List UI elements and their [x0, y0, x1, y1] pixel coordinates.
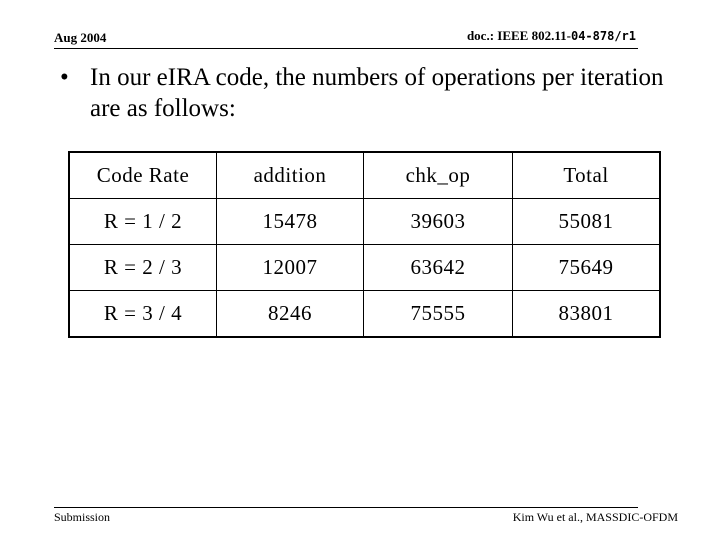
header-divider: [54, 48, 638, 49]
table-row: [69, 199, 660, 245]
header-date: Aug 2004: [54, 30, 107, 45]
cell-chk-op: 75555: [364, 291, 513, 338]
cell-code-rate: R = 1 / 2: [69, 199, 217, 245]
column-header-code-rate: Code Rate: [69, 152, 217, 199]
cell-total: 55081: [513, 199, 661, 245]
column-header-total: Total: [513, 152, 661, 199]
header-doc-number: 04-878/r1: [570, 29, 636, 43]
cell-addition: 12007: [217, 245, 364, 291]
bullet-text: In our eIRA code, the numbers of operations per iteration are as follows:: [90, 64, 664, 122]
header-doc-id: [467, 28, 636, 44]
cell-addition: 8246: [217, 291, 364, 338]
column-header-addition: addition: [217, 152, 364, 199]
cell-addition: 15478: [217, 199, 364, 245]
operations-table: [68, 151, 661, 338]
table-header-row: [69, 152, 660, 199]
cell-total: 75649: [513, 245, 661, 291]
column-header-chk-op: chk_op: [364, 152, 513, 199]
footer-submission: Submission: [54, 510, 111, 524]
cell-code-rate: R = 2 / 3: [69, 245, 217, 291]
cell-total: 83801: [513, 291, 661, 338]
footer-divider: [54, 507, 638, 508]
footer-authors: Kim Wu et al., MASSDIC-OFDM: [512, 510, 678, 524]
cell-chk-op: 63642: [364, 245, 513, 291]
table-row: [69, 245, 660, 291]
cell-chk-op: 39603: [364, 199, 513, 245]
cell-code-rate: R = 3 / 4: [69, 291, 217, 338]
bullet-dot: •: [60, 64, 69, 91]
header-doc-prefix: doc.: IEEE 802.11-: [466, 28, 571, 43]
table-row: [69, 291, 660, 338]
